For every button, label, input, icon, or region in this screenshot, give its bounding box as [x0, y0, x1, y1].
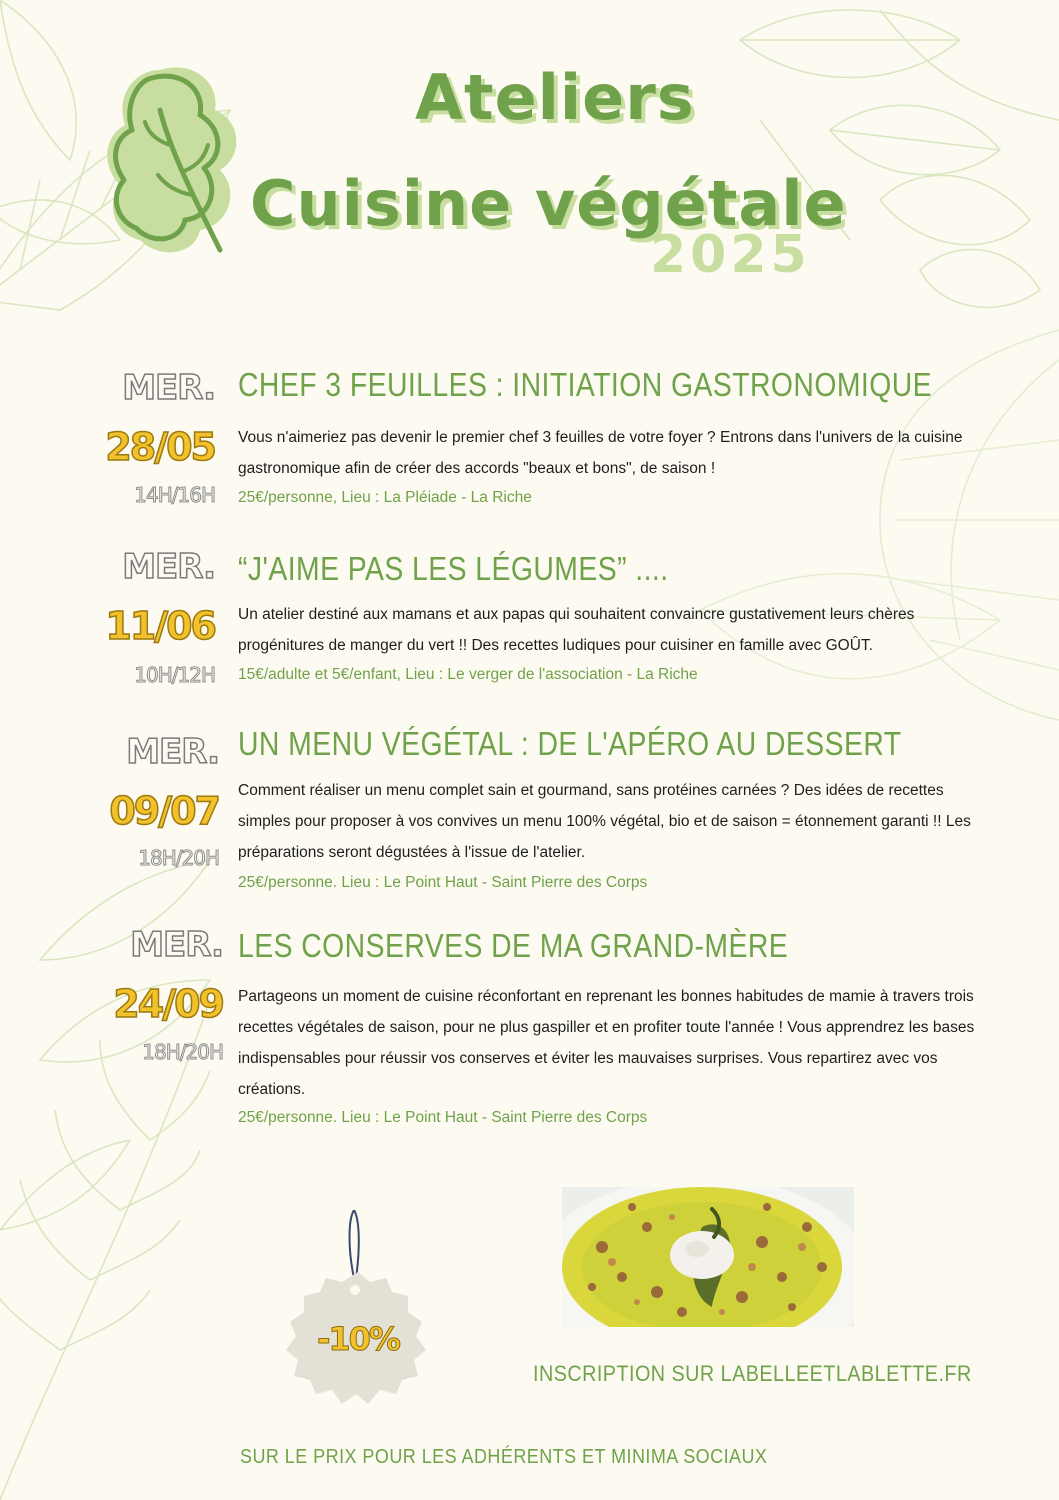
event-description: Un atelier destiné aux mamans et aux papas qui souhaitent convaincre gustativement leurs chères progénitures de manger du vert !! Des recettes ludiques pour cuisiner en famille avec GOÛT. — [238, 606, 915, 654]
lettuce-leaf-icon — [100, 60, 250, 260]
dish-illustration — [562, 1187, 854, 1327]
event-time: 18H/20H — [142, 1040, 223, 1064]
price-tag-icon — [278, 1210, 438, 1410]
event-price: 25€/personne. Lieu : Le Point Haut - Saint Pierre des Corps — [238, 874, 648, 891]
page-title-line1: Ateliers — [415, 61, 695, 134]
event-date: 24/09 — [113, 982, 223, 1026]
event-day: MER. — [126, 732, 219, 772]
discount-label: -10% — [317, 1320, 399, 1358]
page-year: 2025 — [650, 225, 811, 285]
event-time: 14H/16H — [134, 483, 215, 507]
event-price: 15€/adulte et 5€/enfant, Lieu : Le verger de l'association - La Riche — [238, 666, 698, 683]
event-title: UN MENU VÉGÉTAL : DE L'APÉRO AU DESSERT — [238, 725, 902, 762]
event-title: “J'AIME PAS LES LÉGUMES” .... — [238, 550, 669, 587]
event-date: 11/06 — [105, 604, 215, 648]
event-description: Partageons un moment de cuisine réconfortant en reprenant les bonnes habitudes de mamie à travers trois recettes végétales de saison, pour ne plus gaspiller et en profiter toute l'année ! Vous apprendrez les bases indispensables pour réussir vos conserves et éviter les mauvaises surprises. Vous repartirez avec vos créations. — [238, 988, 975, 1098]
event-day: MER. — [122, 368, 215, 408]
event-time: 18H/20H — [138, 846, 219, 870]
event-time: 10H/12H — [134, 663, 215, 687]
event-day: MER. — [130, 925, 223, 965]
event-day: MER. — [122, 547, 215, 587]
event-title: CHEF 3 FEUILLES : INITIATION GASTRONOMIQUE — [238, 366, 933, 403]
page-title-line2: Cuisine végétale — [250, 167, 847, 240]
event-description: Comment réaliser un menu complet sain et gourmand, sans protéines carnées ? Des idées de recettes simples pour proposer à vos convives un menu 100% végétal, bio et de saison = étonnement garanti !! Les préparations seront dégustées à l'issue de l'atelier. — [238, 782, 971, 861]
inscription-link[interactable]: INSCRIPTION SUR LABELLEETLABLETTE.FR — [533, 1361, 972, 1386]
discount-note: SUR LE PRIX POUR LES ADHÉRENTS ET MINIMA SOCIAUX — [240, 1446, 768, 1468]
event-title: LES CONSERVES DE MA GRAND-MÈRE — [238, 927, 789, 964]
event-price: 25€/personne. Lieu : Le Point Haut - Saint Pierre des Corps — [238, 1109, 648, 1126]
event-date: 28/05 — [105, 425, 215, 469]
dish-photo — [562, 1187, 854, 1327]
event-price: 25€/personne, Lieu : La Pléiade - La Riche — [238, 489, 532, 506]
event-description: Vous n'aimeriez pas devenir le premier chef 3 feuilles de votre foyer ? Entrons dans l'univers de la cuisine gastronomique afin de créer des accords "beaux et bons", de saison ! — [238, 429, 963, 477]
event-date: 09/07 — [109, 789, 219, 833]
